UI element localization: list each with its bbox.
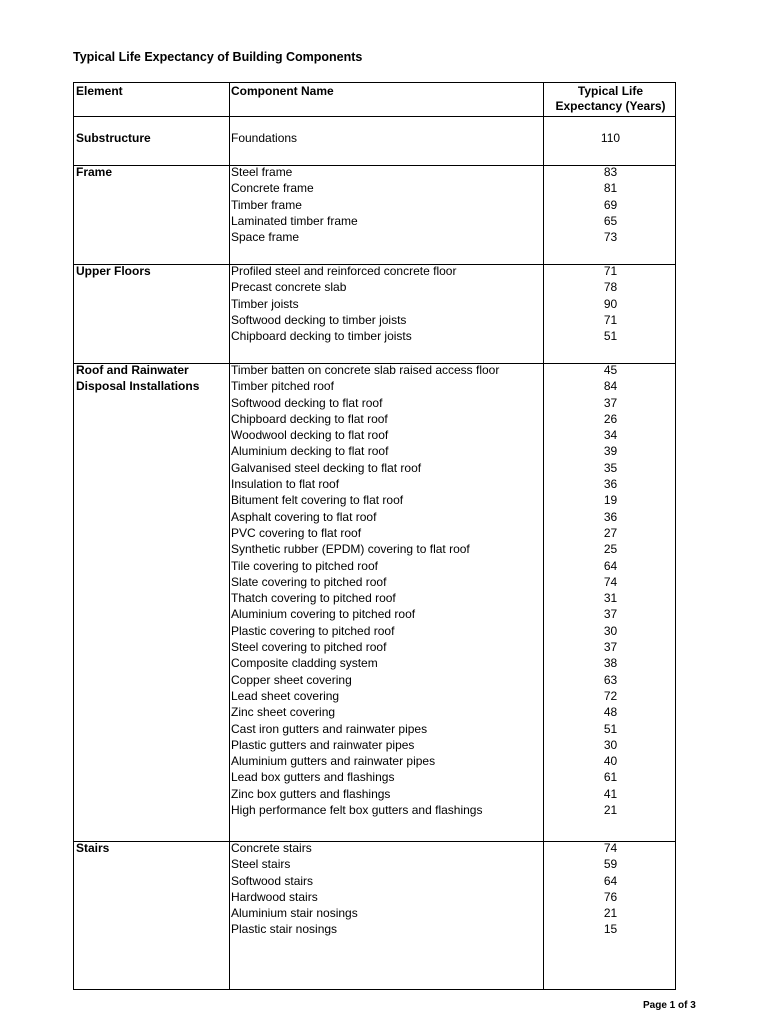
component-name: Plastic gutters and rainwater pipes (231, 737, 415, 752)
component-name: Softwood decking to timber joists (231, 312, 407, 327)
life-expectancy-value: 74 (603, 574, 618, 589)
life-expectancy-value: 90 (603, 296, 618, 311)
component-name: Aluminium stair nosings (231, 906, 358, 921)
table-row (231, 229, 676, 245)
table-row (231, 443, 676, 459)
life-expectancy-value: 38 (603, 656, 618, 671)
table-row (231, 312, 676, 328)
component-name: Softwood decking to flat roof (231, 395, 383, 410)
life-expectancy-value: 81 (603, 181, 618, 196)
table-row (231, 263, 676, 279)
life-expectancy-value: 64 (603, 558, 618, 573)
table-row (231, 769, 676, 785)
component-name: Space frame (231, 230, 300, 245)
component-name: Plastic stair nosings (231, 922, 338, 937)
table-row (231, 873, 676, 889)
table-row (231, 786, 676, 802)
document-title: Typical Life Expectancy of Building Components (73, 50, 363, 64)
table-row (231, 737, 676, 753)
table-row (231, 802, 676, 818)
component-name: Zinc box gutters and flashings (231, 786, 391, 801)
element-label (76, 840, 226, 856)
component-name: Aluminium decking to flat roof (231, 444, 389, 459)
life-expectancy-value: 39 (603, 444, 618, 459)
component-name: Copper sheet covering (231, 672, 352, 687)
life-expectancy-value: 51 (603, 329, 618, 344)
component-name: Plastic covering to pitched roof (231, 623, 395, 638)
header-component-name: Component Name (231, 84, 334, 98)
table-row (231, 411, 676, 427)
table-row (231, 606, 676, 622)
component-name: Lead sheet covering (231, 688, 340, 703)
table-row (231, 856, 676, 872)
component-name: Concrete stairs (231, 841, 312, 855)
table-row (231, 574, 676, 590)
component-name: Galvanised steel decking to flat roof (231, 460, 422, 475)
life-expectancy-value: 72 (603, 688, 618, 703)
table-row (231, 296, 676, 312)
component-name: Timber joists (231, 296, 299, 311)
table-row (231, 460, 676, 476)
component-name: Aluminium covering to pitched roof (231, 607, 416, 622)
table-row (231, 164, 676, 180)
component-name: Woodwool decking to flat roof (231, 428, 389, 443)
life-expectancy-value: 110 (600, 131, 621, 145)
life-expectancy-value: 19 (603, 493, 618, 508)
table-row (231, 558, 676, 574)
life-expectancy-value: 26 (603, 411, 618, 426)
element-label (76, 164, 226, 180)
element-label-line: Roof and Rainwater (76, 363, 189, 377)
life-expectancy-value: 78 (603, 280, 618, 295)
life-expectancy-value: 34 (603, 428, 618, 443)
component-name: Steel stairs (231, 857, 291, 872)
life-expectancy-table (73, 82, 676, 990)
component-name: Precast concrete slab (231, 280, 347, 295)
life-expectancy-value: 30 (603, 623, 618, 638)
component-name: Synthetic rubber (EPDM) covering to flat roof (231, 542, 470, 557)
table-row (231, 213, 676, 229)
life-expectancy-value: 27 (603, 525, 618, 540)
life-expectancy-value: 83 (603, 165, 618, 179)
table-row (231, 279, 676, 295)
life-expectancy-value: 31 (603, 591, 618, 606)
table-row (231, 476, 676, 492)
table-row (231, 130, 676, 146)
life-expectancy-value: 21 (603, 803, 618, 818)
component-name: Timber pitched roof (231, 379, 334, 394)
component-name: Slate covering to pitched roof (231, 574, 387, 589)
life-expectancy-value: 64 (603, 873, 618, 888)
component-name: High performance felt box gutters and flashings (231, 803, 483, 818)
table-row (231, 921, 676, 937)
table-row (231, 840, 676, 856)
header-life-expectancy (545, 84, 676, 114)
life-expectancy-value: 69 (603, 197, 618, 212)
table-row (231, 753, 676, 769)
life-expectancy-value: 51 (603, 721, 618, 736)
table-row (231, 492, 676, 508)
component-name: Asphalt covering to flat roof (231, 509, 377, 524)
table-row (231, 541, 676, 557)
life-expectancy-value: 71 (603, 312, 618, 327)
header-life-line-1: Typical Life (577, 84, 644, 98)
table-row (231, 639, 676, 655)
life-expectancy-value: 73 (603, 230, 618, 245)
component-name: Softwood stairs (231, 873, 314, 888)
header-element: Element (76, 84, 123, 98)
life-expectancy-value: 61 (603, 770, 618, 785)
component-name: Steel covering to pitched roof (231, 640, 387, 655)
component-name: Insulation to flat roof (231, 477, 340, 492)
element-label (76, 130, 226, 146)
component-list (231, 362, 676, 818)
header-divider (74, 116, 675, 117)
table-row (231, 378, 676, 394)
table-row (231, 362, 676, 378)
component-name: Foundations (231, 131, 298, 145)
component-name: Lead box gutters and flashings (231, 770, 395, 785)
table-row (231, 525, 676, 541)
table-row (231, 623, 676, 639)
component-name: PVC covering to flat roof (231, 525, 362, 540)
element-label-line: Disposal Installations (76, 379, 200, 394)
component-name: Timber batten on concrete slab raised access floor (231, 363, 500, 377)
component-name: Bitument felt covering to flat roof (231, 493, 404, 508)
table-row (231, 672, 676, 688)
component-name: Composite cladding system (231, 656, 378, 671)
component-name: Tile covering to pitched roof (231, 558, 378, 573)
component-list (231, 164, 676, 245)
life-expectancy-value: 36 (603, 477, 618, 492)
life-expectancy-value: 37 (603, 607, 618, 622)
life-expectancy-value: 21 (603, 906, 618, 921)
table-row (231, 704, 676, 720)
life-expectancy-value: 30 (603, 737, 618, 752)
life-expectancy-value: 59 (603, 857, 618, 872)
element-label (76, 263, 226, 279)
table-row (231, 655, 676, 671)
component-name: Aluminium gutters and rainwater pipes (231, 754, 436, 769)
component-name: Concrete frame (231, 181, 314, 196)
table-row (231, 427, 676, 443)
element-label-line: Stairs (76, 841, 110, 855)
life-expectancy-value: 71 (603, 264, 618, 278)
component-list (231, 130, 676, 146)
life-expectancy-value: 48 (603, 705, 618, 720)
component-name: Cast iron gutters and rainwater pipes (231, 721, 428, 736)
table-row (231, 905, 676, 921)
component-list (231, 263, 676, 344)
element-label-line: Substructure (76, 131, 151, 145)
component-list (231, 840, 676, 938)
table-row (231, 395, 676, 411)
life-expectancy-value: 40 (603, 754, 618, 769)
life-expectancy-value: 15 (603, 922, 618, 937)
page-number: Page 1 of 3 (643, 1000, 696, 1011)
life-expectancy-value: 35 (603, 460, 618, 475)
table-row (231, 590, 676, 606)
header-life-line-2: Expectancy (Years) (555, 99, 666, 113)
table-row (231, 197, 676, 213)
table-row (231, 509, 676, 525)
component-name: Thatch covering to pitched roof (231, 591, 396, 606)
table-row (231, 721, 676, 737)
life-expectancy-value: 65 (603, 213, 618, 228)
component-name: Steel frame (231, 165, 293, 179)
life-expectancy-value: 74 (603, 841, 618, 855)
table-row (231, 688, 676, 704)
life-expectancy-value: 41 (603, 786, 618, 801)
life-expectancy-value: 84 (603, 379, 618, 394)
element-label (76, 362, 226, 395)
life-expectancy-value: 63 (603, 672, 618, 687)
table-row (231, 180, 676, 196)
life-expectancy-value: 36 (603, 509, 618, 524)
life-expectancy-value: 25 (603, 542, 618, 557)
element-label-line: Upper Floors (76, 264, 151, 278)
life-expectancy-value: 45 (603, 363, 618, 377)
table-row (231, 328, 676, 344)
life-expectancy-value: 76 (603, 889, 618, 904)
component-name: Zinc sheet covering (231, 705, 336, 720)
component-name: Timber frame (231, 197, 302, 212)
component-name: Laminated timber frame (231, 213, 358, 228)
life-expectancy-value: 37 (603, 395, 618, 410)
component-name: Chipboard decking to flat roof (231, 411, 388, 426)
component-name: Hardwood stairs (231, 889, 318, 904)
life-expectancy-value: 37 (603, 640, 618, 655)
column-divider-element (229, 83, 230, 989)
component-name: Chipboard decking to timber joists (231, 329, 412, 344)
table-row (231, 889, 676, 905)
element-label-line: Frame (76, 165, 113, 179)
component-name: Profiled steel and reinforced concrete floor (231, 264, 457, 278)
